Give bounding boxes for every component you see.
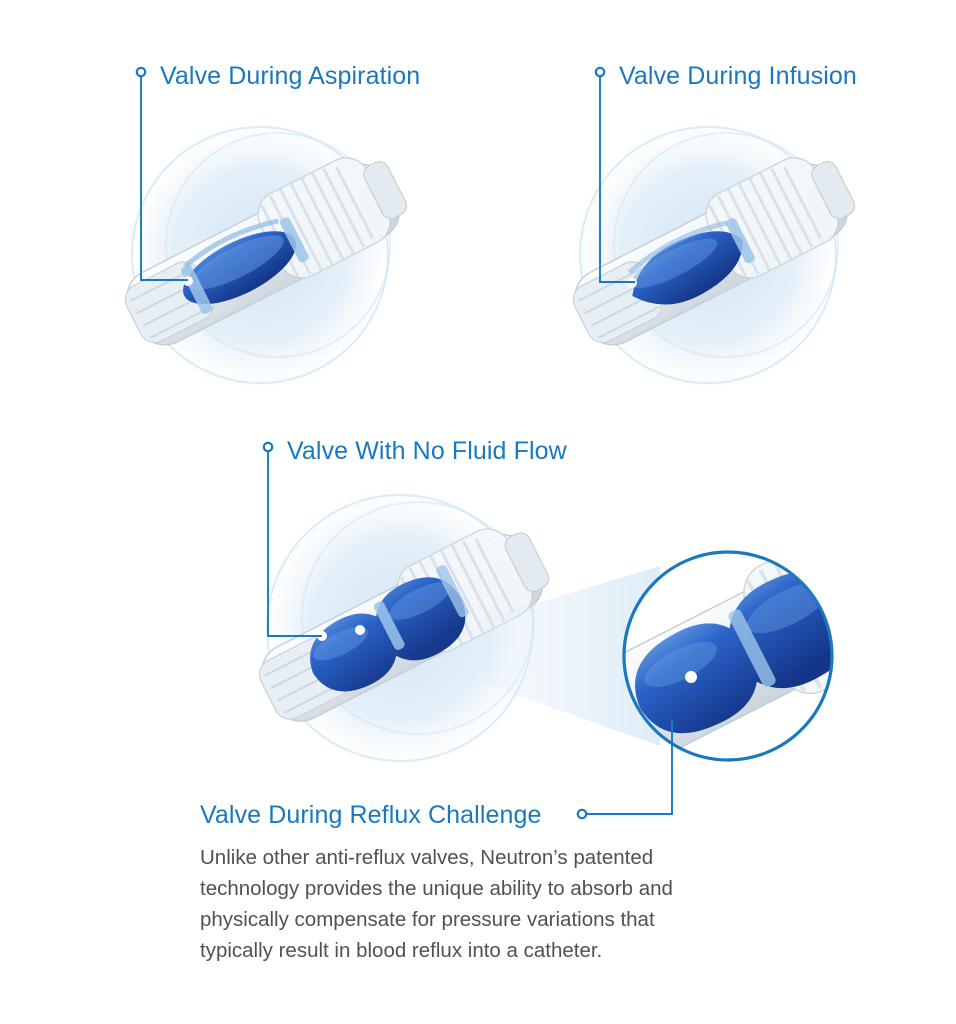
valve-illustration-infusion [508,105,908,405]
valve-illustration-aspiration [60,105,460,405]
reflux-description-paragraph [200,842,720,966]
label-valve-with-no-fluid-flow: Valve With No Fluid Flow [287,437,567,465]
label-valve-during-aspiration: Valve During Aspiration [160,62,421,90]
label-valve-during-infusion: Valve During Infusion [619,62,857,90]
reflux-valve-detail-circle [618,546,838,766]
label-valve-during-reflux-challenge: Valve During Reflux Challenge [200,801,542,829]
reflux-description-text: Unlike other anti-reflux valves, Neutron’s patented technology provides the unique ability to absorb and physically compensate for pressure variations that typically result in blood reflux into a catheter. [200,846,673,962]
